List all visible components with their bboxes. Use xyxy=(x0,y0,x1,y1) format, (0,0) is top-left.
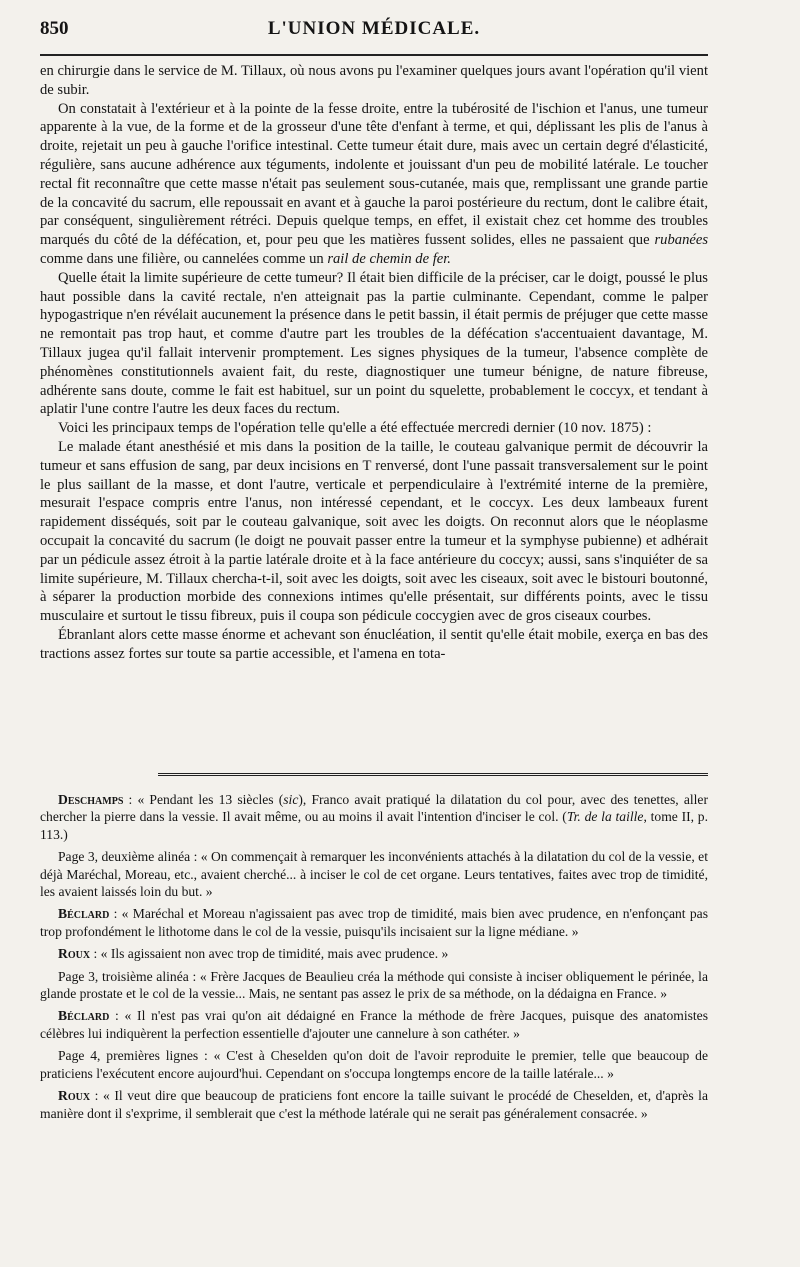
note-paragraph: Béclard : « Il n'est pas vrai qu'on ait dédaigné en France la méthode de frère Jacques, puisque des anatomistes célèbres lui indiquèrent la perfection essentielle d'ajouter une cannelure à son cathéter. » xyxy=(40,1008,708,1041)
paragraph: en chirurgie dans le service de M. Tillaux, où nous avons pu l'examiner quelques jours avant l'opération qu'il vient de subir. xyxy=(40,63,708,98)
section-rule xyxy=(158,773,708,778)
article-body xyxy=(40,62,708,664)
note-paragraph: Béclard : « Maréchal et Moreau n'agissaient pas avec trop de timidité, mais bien avec prudence, en n'enfonçant pas trop profondément le lithotome dans le col de la vessie, puisqu'ils incisaient sur la ligne médiane. » xyxy=(40,906,708,939)
running-title: L'UNION MÉDICALE. xyxy=(267,18,481,39)
note-paragraph: Page 3, deuxième alinéa : « On commençait à remarquer les inconvénients attachés à la dilatation du col de la vessie, et déjà Maréchal, Moreau, etc., avaient cherché... à inciser le col de cet organe. Leurs tentatives, faites avec trop de timidité, les avaient laissés loin du but. » xyxy=(40,849,708,900)
note-paragraph: Roux : « Ils agissaient non avec trop de timidité, mais avec prudence. » xyxy=(58,946,449,962)
notes-section xyxy=(40,791,708,1127)
note-paragraph: Page 4, premières lignes : « C'est à Cheselden qu'on doit de l'avoir reproduite le premier, telle que beaucoup de praticiens l'exécutent encore aujourd'hui. Cependant on s'occupa longtemps encore de la taille latérale... » xyxy=(40,1048,708,1081)
page-number: 850 xyxy=(40,18,69,39)
note-paragraph: Deschamps : « Pendant les 13 siècles (sic), Franco avait pratiqué la dilatation du col pour, avec des tenettes, aller chercher la pierre dans la vessie. Il avait même, ou au moins il avait l'intention d'inciser le col. (Tr. de la taille, tome II, p. 113.) xyxy=(40,792,708,842)
page-header xyxy=(40,18,708,46)
paragraph: Voici les principaux temps de l'opération telle qu'elle a été effectuée mercredi dernier (10 nov. 1875) : xyxy=(58,420,652,437)
note-paragraph: Page 3, troisième alinéa : « Frère Jacques de Beaulieu créa la méthode qui consiste à inciser obliquement le périnée, la glande prostate et le col de la vessie... Mais, ne sentant pas assez le prix de sa méthode, on la dédaigna en France. » xyxy=(40,968,708,1002)
paragraph: Ébranlant alors cette masse énorme et achevant son énucléation, il sentit qu'elle était mobile, exerça en bas des tractions assez fortes sur toute sa partie accessible, et l'amena en tota- xyxy=(40,626,708,662)
paragraph: On constatait à l'extérieur et à la pointe de la fesse droite, entre la tubérosité de l'ischion et l'anus, une tumeur apparente à la vue, de la forme et de la grosseur d'une tête d'enfant à terme, et qui, déplissant les plis de l'anus à droite, rejetait un peu à gauche l'orifice intestinal. Cette tumeur était dure, mais avec un certain degré d'élasticité, régulière, sans aucune adhérence aux téguments, indolente et jouissant d'un peu de mobilité latérale. Le toucher rectal fit reconnaître que cette masse n'était pas seulement sous-cutanée, mais que, remplissant une grande partie de la concavité du sacrum, elle repoussait en avant et à gauche la paroi postérieure du rectum, dont le calibre était, par conséquent, singulièrement rétréci. Depuis quelque temps, en effet, il existait chez cet homme des troubles marqués du côté de la défécation, et, pour peu que les matières fussent solides, elles ne passaient que rubanées comme dans une filière, ou cannelées comme un rail de chemin de fer. xyxy=(40,100,709,267)
header-rule xyxy=(40,54,708,56)
paragraph: Le malade étant anesthésié et mis dans la position de la taille, le couteau galvanique permit de découvrir la tumeur et sans effusion de sang, par deux incisions en T renversé, dont l'une passait transversalement sur le point le plus saillant de la masse, et dont l'autre, verticale et perpendiculaire à l'extrémité interne de la première, mesurait l'espace compris entre l'anus, non intéressé cependant, et le coccyx. Les deux lambeaux furent rapidement disséqués, soit par le couteau galvanique, soit avec les doigts. On reconnut alors que le néoplasme occupait la concavité du sacrum (le doigt ne pouvait passer entre la tumeur et la symphyse pubienne) et adhérait par un pédicule assez étroit à la partie latérale droite et à la face antérieure du coccyx; aussi, sans s'inquiéter de sa limite supérieure, M. Tillaux chercha-t-il, soit avec les doigts, soit avec les ciseaux, soit avec le bistouri boutonné, à séparer la production morbide des connexions intimes qu'elle présentait, sur différents points, avec le tissu musculaire et surtout le tissu fibreux, puis il coupa son pédicule coccygien avec de gros ciseaux courbes. xyxy=(40,438,708,625)
note-paragraph: Roux : « Il veut dire que beaucoup de praticiens font encore la taille suivant le procédé de Cheselden, et, d'après la manière dont il s'exprime, il semblerait que c'est la méthode latérale qui ne serait pas généralement consacrée. » xyxy=(40,1088,708,1121)
paragraph: Quelle était la limite supérieure de cette tumeur? Il était bien difficile de la préciser, car le doigt, poussé le plus haut possible dans la cavité rectale, n'en atteignait pas la partie culminante. Cependant, comme le palper hypogastrique n'en révélait aucunement la présence dans le petit bassin, il était permis de préjuger que cette masse ne remontait pas trop haut, et comme d'autre part les troubles de la défécation s'accentuaient davantage, M. Tillaux jugea qu'il fallait intervenir promptement. Les signes physiques de la tumeur, l'absence complète de phénomènes constitutionnels avaient fait, du reste, diagnostiquer une tumeur bénigne, de nature fibreuse, adhérente sans doute, comme le fait est habituel, sur un point du squelette, probablement le coccyx, et tendant à aplatir l'une contre l'autre les deux faces du rectum. xyxy=(40,269,708,418)
